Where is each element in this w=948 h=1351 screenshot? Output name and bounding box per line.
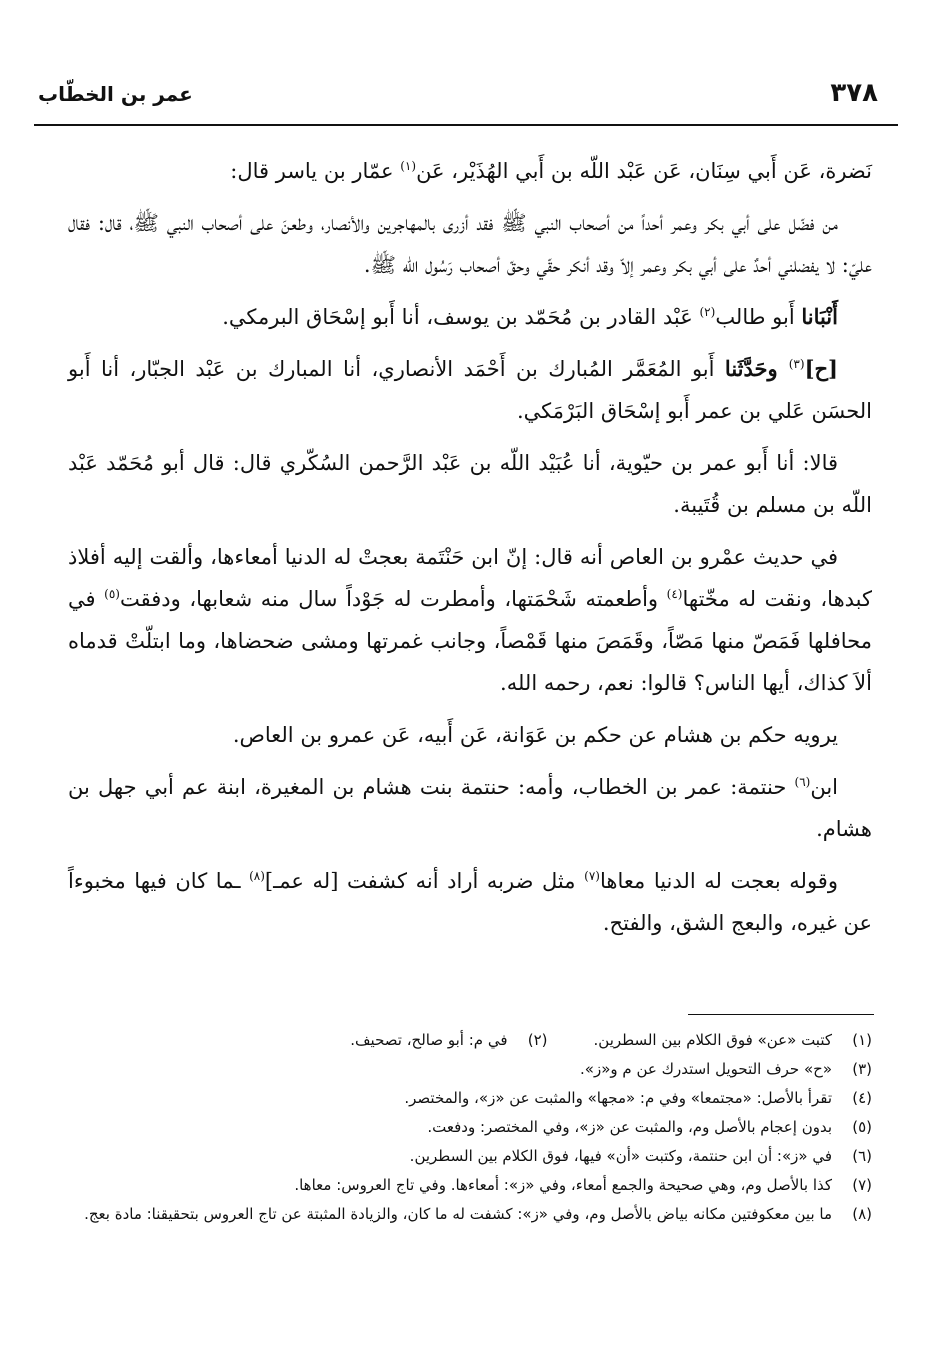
transmission-term: وحَدَّثَنا <box>724 356 789 381</box>
text-run: مثل ضربه أراد أنه كشفت [له عمـ] <box>264 869 585 893</box>
text-run: في محافلها فَمَصّ منها مَصّاً، وقَمَصَ منها قَمْصاً، وجانب غمرتها ومشى ضحضاها، وما ابتلّتْ قدماه ألاَ كذاك، أيها الناس؟ قالوا: نعم، رحمه الله. <box>68 587 872 695</box>
footnote-text: في «ز»: أن ابن حنتمة، وكتبت «أن» فيها، فوق الكلام بين السطرين. <box>409 1147 832 1165</box>
footnote <box>70 1113 872 1142</box>
paragraph <box>68 766 872 850</box>
text-run: ابن <box>810 775 838 799</box>
footnote <box>70 1142 872 1171</box>
text-run: وقوله بعجت له الدنيا معاها <box>599 869 838 893</box>
text-run: عَبْد القادر بن مُحَمّد بن يوسف، أنا أَبو إسْحَاق البرمكي. <box>222 305 700 329</box>
footnote-ref: (٢) <box>699 305 716 319</box>
tahwil-marker: [ح] <box>804 356 838 381</box>
footnote-number: (٤) <box>852 1089 872 1107</box>
footnote-text: كذا بالأصل وم، وهي صحيحة والجمع أمعاء، وفي «ز»: أمعاءها. وفي تاج العروس: معاها. <box>294 1176 832 1194</box>
page-number: ٣٧٨ <box>830 78 878 108</box>
footnote-text: بدون إعجام بالأصل وم، والمثبت عن «ز»، وفي المختصر: ودفعت. <box>427 1118 832 1136</box>
footnote-text: تقرأ بالأصل: «مجتمعا» وفي م: «مجها» والمثبت عن «ز»، والمختصر. <box>404 1089 832 1107</box>
text-run: أَبو طالب <box>715 305 802 329</box>
footnote-text: ما بين معكوفتين مكانه بياض بالأصل وم، وفي «ز»: كشفت له ما كان، والزيادة المثبتة عن تاج العروس بتحقيقنا: مادة بعج. <box>84 1205 832 1223</box>
text-run: وأطعمته شَحْمَتها، وأمطرت له جَوْداً سال منه شعابها، ودفقت <box>119 587 667 611</box>
footnote-number: (٣) <box>852 1060 872 1078</box>
text-run: في حديث عمْرو بن العاص أنه قال: إنّ ابن حَنْتَمة بعجتْ له الدنيا أمعاءها، وألقت إليه أفلاذ كبدها، ونقت له مخّتها <box>68 545 873 611</box>
footnote-separator <box>688 1014 874 1015</box>
footnote-number: (٢) <box>527 1031 548 1049</box>
footnote <box>70 1055 872 1084</box>
footnote <box>350 1026 547 1055</box>
paragraph: من فضّل على أبي بكر وعمر أحداً من أصحاب النبي ﷺ فقد أزرى بالمهاجرين والأنصار، وطعنَ على أصحاب النبي ﷺ، قال: فقال عليّ: لا يفضلني أحدٌ على أبي بكر وعمر إلاّ وقد أنكر حقّي وحقّ أصحاب رَسُول الله ﷺ. <box>68 211 872 277</box>
main-text <box>68 150 872 954</box>
footnote-ref: (٣) <box>788 357 805 371</box>
footnote <box>70 1084 872 1113</box>
footnote-text: كتبت «عن» فوق الكلام بين السطرين. <box>593 1031 832 1049</box>
footnote-ref: (٨) <box>249 869 265 883</box>
transmission-term: أَنْبَانا <box>801 304 838 329</box>
footnote-number: (٦) <box>852 1147 872 1165</box>
footnote <box>70 1200 872 1229</box>
text-run: حنتمة: عمر بن الخطاب، وأمه: حنتمة بنت هشام بن المغيرة، ابنة عم أبي جهل بن هشام. <box>68 775 872 841</box>
footnote-ref: (٥) <box>104 587 120 601</box>
footnote-ref: (٧) <box>584 869 600 883</box>
footnote-ref: (٦) <box>794 775 811 789</box>
paragraph <box>68 296 872 338</box>
footnote <box>70 1171 872 1200</box>
paragraph <box>68 860 872 944</box>
footnote-number: (٨) <box>852 1205 872 1223</box>
text-run: عمّار بن ياسر قال: <box>230 159 401 183</box>
footnote-number: (١) <box>852 1031 872 1049</box>
paragraph <box>68 150 872 192</box>
footnote-ref: (٤) <box>666 587 683 601</box>
page-header <box>34 78 896 120</box>
footnote-text: «ح» حرف التحويل استدرك عن م و«ز». <box>580 1060 832 1078</box>
text-run: نَضرة، عَن أَبي سِنَان، عَن عَبْد اللّه بن أَبي الهُذَيْر، عَن <box>416 159 872 183</box>
paragraph <box>68 348 872 432</box>
footnote-text: في م: أبو صالح، تصحيف. <box>350 1031 508 1049</box>
running-title: عمر بن الخطّاب <box>38 82 193 106</box>
footnote-row <box>70 1026 872 1055</box>
text-run: أَبو المُعَمَّر المُبارك بن أَحْمَد الأنصاري، أنا المبارك بن عَبْد الجبّار، أنا أَبو الحسَن عَلي بن عمر أَبو إسْحَاق البَرْمَكي. <box>68 357 872 423</box>
paragraph: قالا: أنا أَبو عمر بن حيّوية، أنا عُبَيْد اللّه بن عَبْد الرَّحمن السُكّري قال: قال أبو مُحَمّد عَبْد اللّه بن مسلم بن قُتَيبة. <box>68 451 872 517</box>
footnote <box>594 1026 872 1055</box>
footnote-number: (٥) <box>852 1118 872 1136</box>
footnotes <box>70 1026 872 1229</box>
footnote-number: (٧) <box>852 1176 872 1194</box>
text-run: ـما كان فيها مخبوءاً عن غيره، والبعج الشق، والفتح. <box>68 869 872 935</box>
header-rule <box>34 124 898 126</box>
paragraph: يرويه حكم بن هشام عن حكم بن عَوَانة، عَن أَبيه، عَن عمرو بن العاص. <box>232 723 838 747</box>
footnote-ref: (١) <box>400 159 417 173</box>
paragraph <box>68 536 872 704</box>
